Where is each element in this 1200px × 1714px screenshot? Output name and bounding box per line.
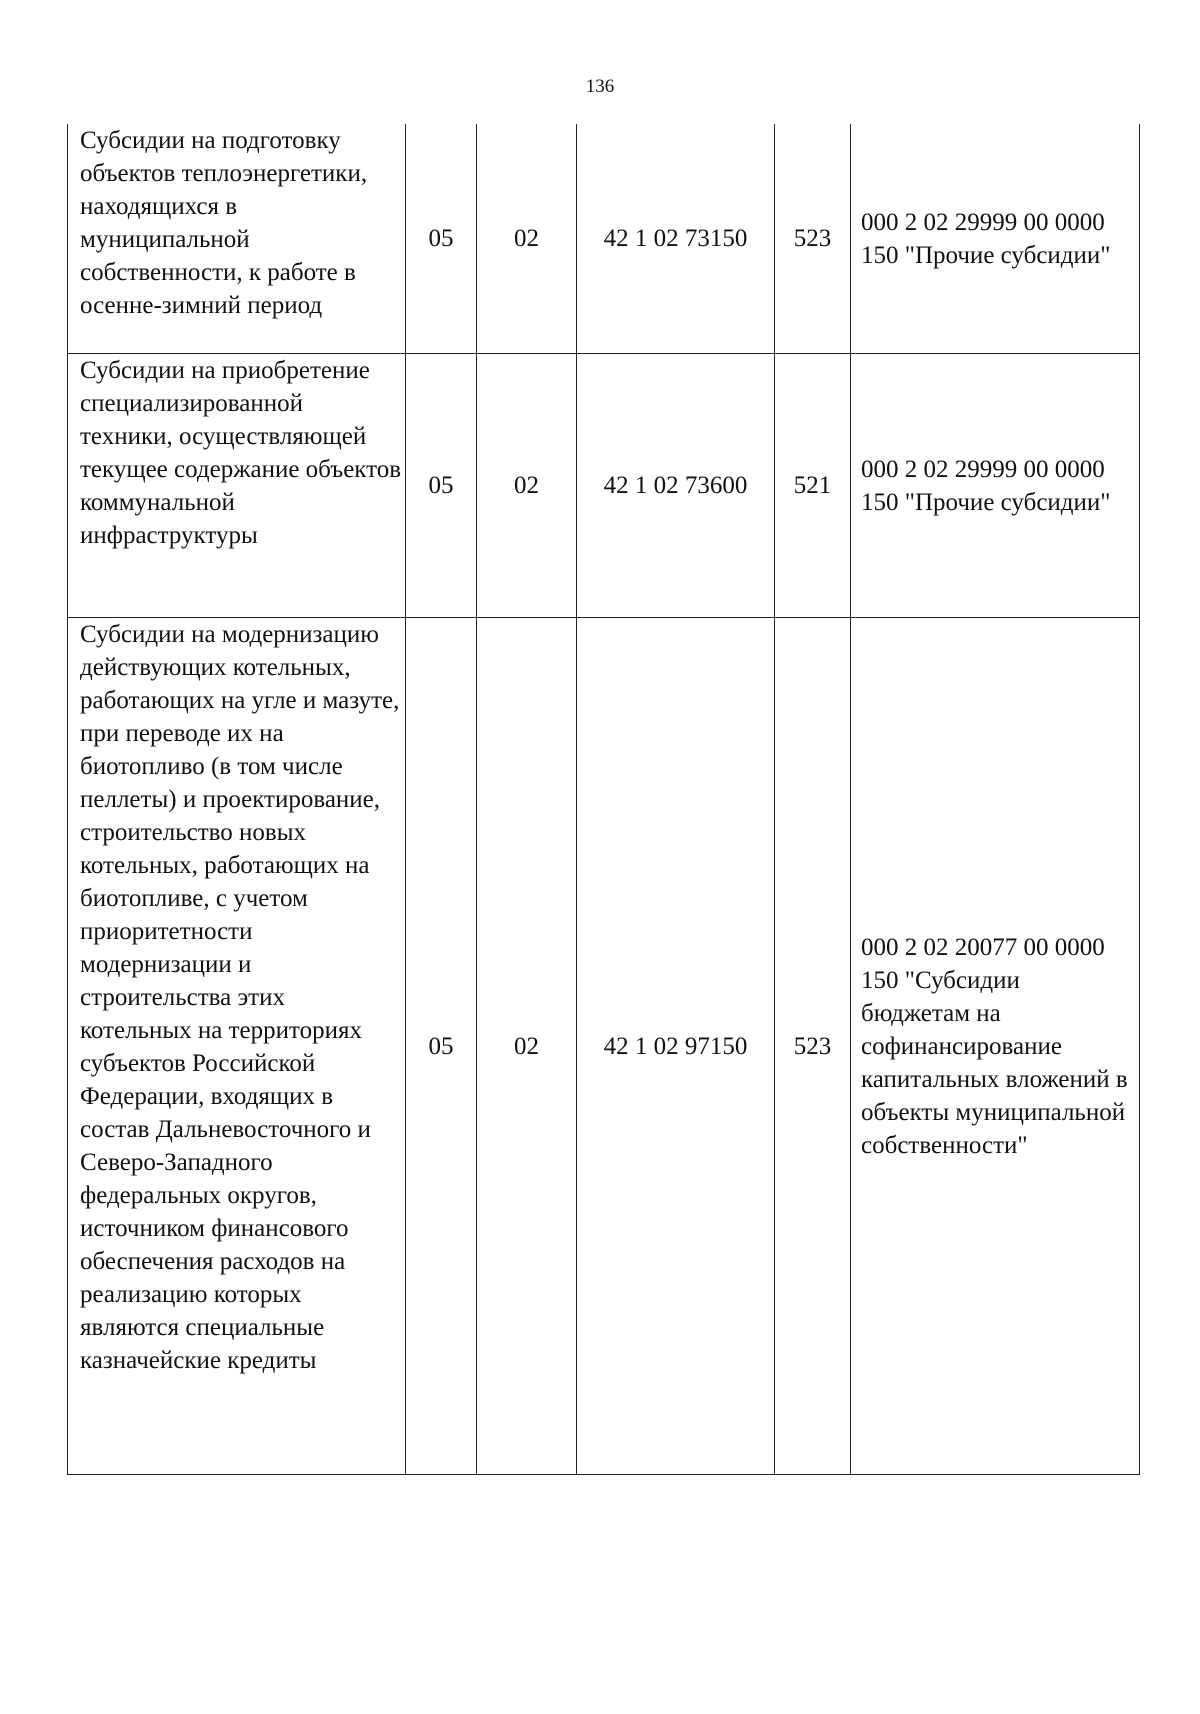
table-row	[68, 618, 1140, 1475]
section-cell: 05	[406, 354, 477, 618]
budget-table	[67, 124, 1140, 1475]
subsection-cell: 02	[477, 354, 577, 618]
subsection-cell: 02	[477, 618, 577, 1475]
table-row	[68, 354, 1140, 618]
table-row	[68, 124, 1140, 354]
expense-type-cell: 523	[775, 618, 851, 1475]
target-article-cell: 42 1 02 97150	[577, 618, 775, 1475]
section-cell: 05	[406, 618, 477, 1475]
revenue-source-cell: 000 2 02 29999 00 0000 150 "Прочие субсидии"	[851, 354, 1140, 618]
expense-type-cell: 523	[775, 124, 851, 354]
expense-name-cell: Субсидии на подготовку объектов теплоэнергетики, находящихся в муниципальной собственности, к работе в осенне-зимний период	[68, 124, 406, 354]
target-article-cell: 42 1 02 73600	[577, 354, 775, 618]
revenue-source-cell: 000 2 02 29999 00 0000 150 "Прочие субсидии"	[851, 124, 1140, 354]
page-number: 136	[585, 76, 615, 97]
section-cell: 05	[406, 124, 477, 354]
expense-name-cell: Субсидии на модернизацию действующих котельных, работающих на угле и мазуте, при переводе их на биотопливо (в том числе пеллеты) и проектирование, строительство новых котельных, работающих на биотопливе, с учетом приоритетности модернизации и строительства этих котельных на территориях субъектов Российской Федерации, входящих в состав Дальневосточного и Северо-Западного федеральных округов, источником финансового обеспечения расходов на реализацию которых являются специальные казначейские кредиты	[68, 618, 406, 1475]
expense-type-cell: 521	[775, 354, 851, 618]
expense-name-cell: Субсидии на приобретение специализированной техники, осуществляющей текущее содержание объектов коммунальной инфраструктуры	[68, 354, 406, 618]
subsection-cell: 02	[477, 124, 577, 354]
revenue-source-cell: 000 2 02 20077 00 0000 150 "Субсидии бюджетам на софинансирование капитальных вложений в объекты муниципальной собственности"	[851, 618, 1140, 1475]
target-article-cell: 42 1 02 73150	[577, 124, 775, 354]
